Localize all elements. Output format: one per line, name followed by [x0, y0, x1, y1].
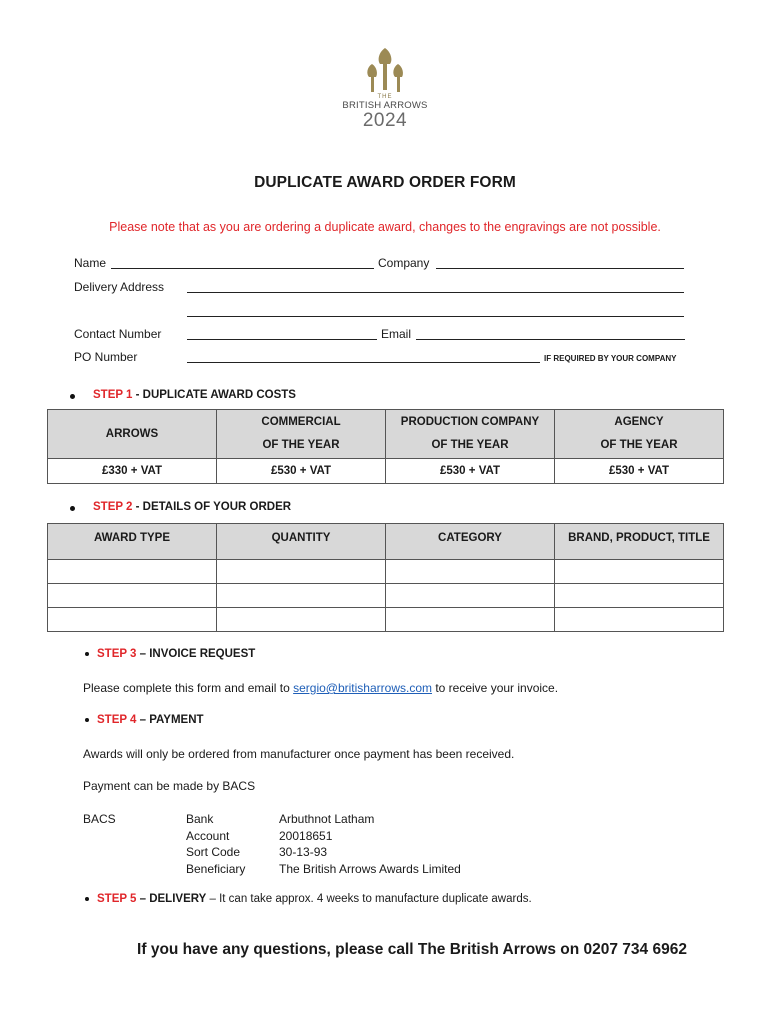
price-production-company: £530 + VAT — [386, 459, 555, 484]
engraving-note: Please note that as you are ordering a duplicate award, changes to the engravings are not possible. — [109, 220, 661, 234]
bullet-icon — [85, 718, 89, 722]
header-category: CATEGORY — [386, 524, 555, 560]
header-quantity: QUANTITY — [217, 524, 386, 560]
bank-value: Arbuthnot Latham — [279, 812, 375, 826]
payment-method: Payment can be made by BACS — [83, 779, 256, 793]
contact-number-label: Contact Number — [74, 327, 162, 341]
delivery-address-field-2[interactable] — [187, 316, 684, 317]
bullet-icon — [85, 897, 89, 901]
step3-title: – INVOICE REQUEST — [136, 648, 256, 660]
quantity-cell[interactable] — [217, 608, 386, 632]
po-number-field[interactable] — [187, 362, 540, 363]
page-title: DUPLICATE AWARD ORDER FORM — [254, 174, 516, 191]
price-commercial: £530 + VAT — [217, 459, 386, 484]
header-award-type: AWARD TYPE — [48, 524, 217, 560]
award-costs-table — [47, 409, 724, 484]
bullet-icon — [85, 652, 89, 656]
delivery-address-field-1[interactable] — [187, 292, 684, 293]
quantity-cell[interactable] — [217, 560, 386, 584]
invoice-email-link[interactable]: sergio@britisharrows.com — [293, 681, 432, 695]
invoice-text-before: Please complete this form and email to — [83, 681, 294, 695]
bank-label: Bank — [186, 812, 214, 826]
contact-number-field[interactable] — [187, 339, 377, 340]
po-number-label: PO Number — [74, 350, 138, 364]
bullet-icon — [70, 506, 75, 511]
step2-title: - DETAILS OF YOUR ORDER — [132, 501, 292, 513]
bullet-icon — [70, 394, 75, 399]
quantity-cell[interactable] — [217, 584, 386, 608]
order-details-table — [47, 523, 724, 632]
costs-price-row — [48, 459, 724, 484]
category-cell[interactable] — [386, 584, 555, 608]
bacs-details-values — [279, 811, 461, 877]
award-type-cell[interactable] — [48, 560, 217, 584]
table-row — [48, 584, 724, 608]
step4-label: STEP 4 — [97, 714, 137, 726]
details-header-row — [48, 524, 724, 560]
logo-year: 2024 — [362, 110, 408, 131]
table-row — [48, 608, 724, 632]
step4-heading — [97, 714, 204, 726]
step3-label: STEP 3 — [97, 648, 137, 660]
brand-product-title-cell[interactable] — [555, 608, 724, 632]
header-agency: AGENCY OF THE YEAR — [555, 410, 724, 459]
beneficiary-value: The British Arrows Awards Limited — [279, 861, 461, 876]
step4-title: – PAYMENT — [136, 714, 204, 726]
bacs-label: BACS — [83, 812, 116, 826]
step2-label: STEP 2 — [93, 501, 133, 513]
sort-code-value: 30-13-93 — [279, 845, 328, 859]
company-label: Company — [378, 256, 430, 270]
po-required-note: IF REQUIRED BY YOUR COMPANY — [544, 354, 677, 363]
step1-title: - DUPLICATE AWARD COSTS — [132, 389, 296, 401]
account-value: 20018651 — [279, 828, 333, 843]
brand-product-title-cell[interactable] — [555, 584, 724, 608]
sort-code-label: Sort Code — [186, 845, 241, 859]
award-type-cell[interactable] — [48, 608, 217, 632]
table-row — [48, 560, 724, 584]
step3-heading — [97, 648, 255, 660]
price-arrows: £330 + VAT — [48, 459, 217, 484]
step5-heading — [97, 893, 532, 905]
company-field[interactable] — [436, 268, 684, 269]
logo-name: BRITISH ARROWS — [342, 100, 428, 111]
step1-heading — [93, 389, 296, 401]
category-cell[interactable] — [386, 560, 555, 584]
account-label: Account — [186, 828, 230, 843]
step5-title: – DELIVERY — [136, 893, 207, 905]
invoice-instructions — [83, 681, 558, 695]
step1-label: STEP 1 — [93, 389, 133, 401]
email-field[interactable] — [416, 339, 685, 340]
step5-label: STEP 5 — [97, 893, 137, 905]
costs-header-row — [48, 410, 724, 459]
step2-heading — [93, 501, 291, 513]
name-label: Name — [74, 256, 107, 270]
logo-the: THE — [377, 94, 393, 100]
invoice-text-after: to receive your invoice. — [432, 681, 559, 695]
bacs-details-labels — [186, 811, 245, 877]
british-arrows-logo — [330, 46, 440, 138]
header-commercial: COMMERCIAL OF THE YEAR — [217, 410, 386, 459]
price-agency: £530 + VAT — [555, 459, 724, 484]
header-arrows: ARROWS — [48, 410, 217, 459]
header-brand-product-title: BRAND, PRODUCT, TITLE — [555, 524, 724, 560]
email-label: Email — [381, 327, 412, 341]
name-field[interactable] — [111, 268, 374, 269]
step5-text: – It can take approx. 4 weeks to manufacture duplicate awards. — [206, 893, 532, 905]
beneficiary-label: Beneficiary — [186, 861, 246, 876]
header-production-company: PRODUCTION COMPANY OF THE YEAR — [386, 410, 555, 459]
category-cell[interactable] — [386, 608, 555, 632]
contact-footer: If you have any questions, please call The British Arrows on 0207 734 6962 — [137, 941, 687, 958]
payment-note: Awards will only be ordered from manufacturer once payment has been received. — [83, 747, 515, 761]
award-type-cell[interactable] — [48, 584, 217, 608]
brand-product-title-cell[interactable] — [555, 560, 724, 584]
arrows-logo-icon — [360, 46, 410, 96]
delivery-address-label: Delivery Address — [74, 280, 165, 294]
